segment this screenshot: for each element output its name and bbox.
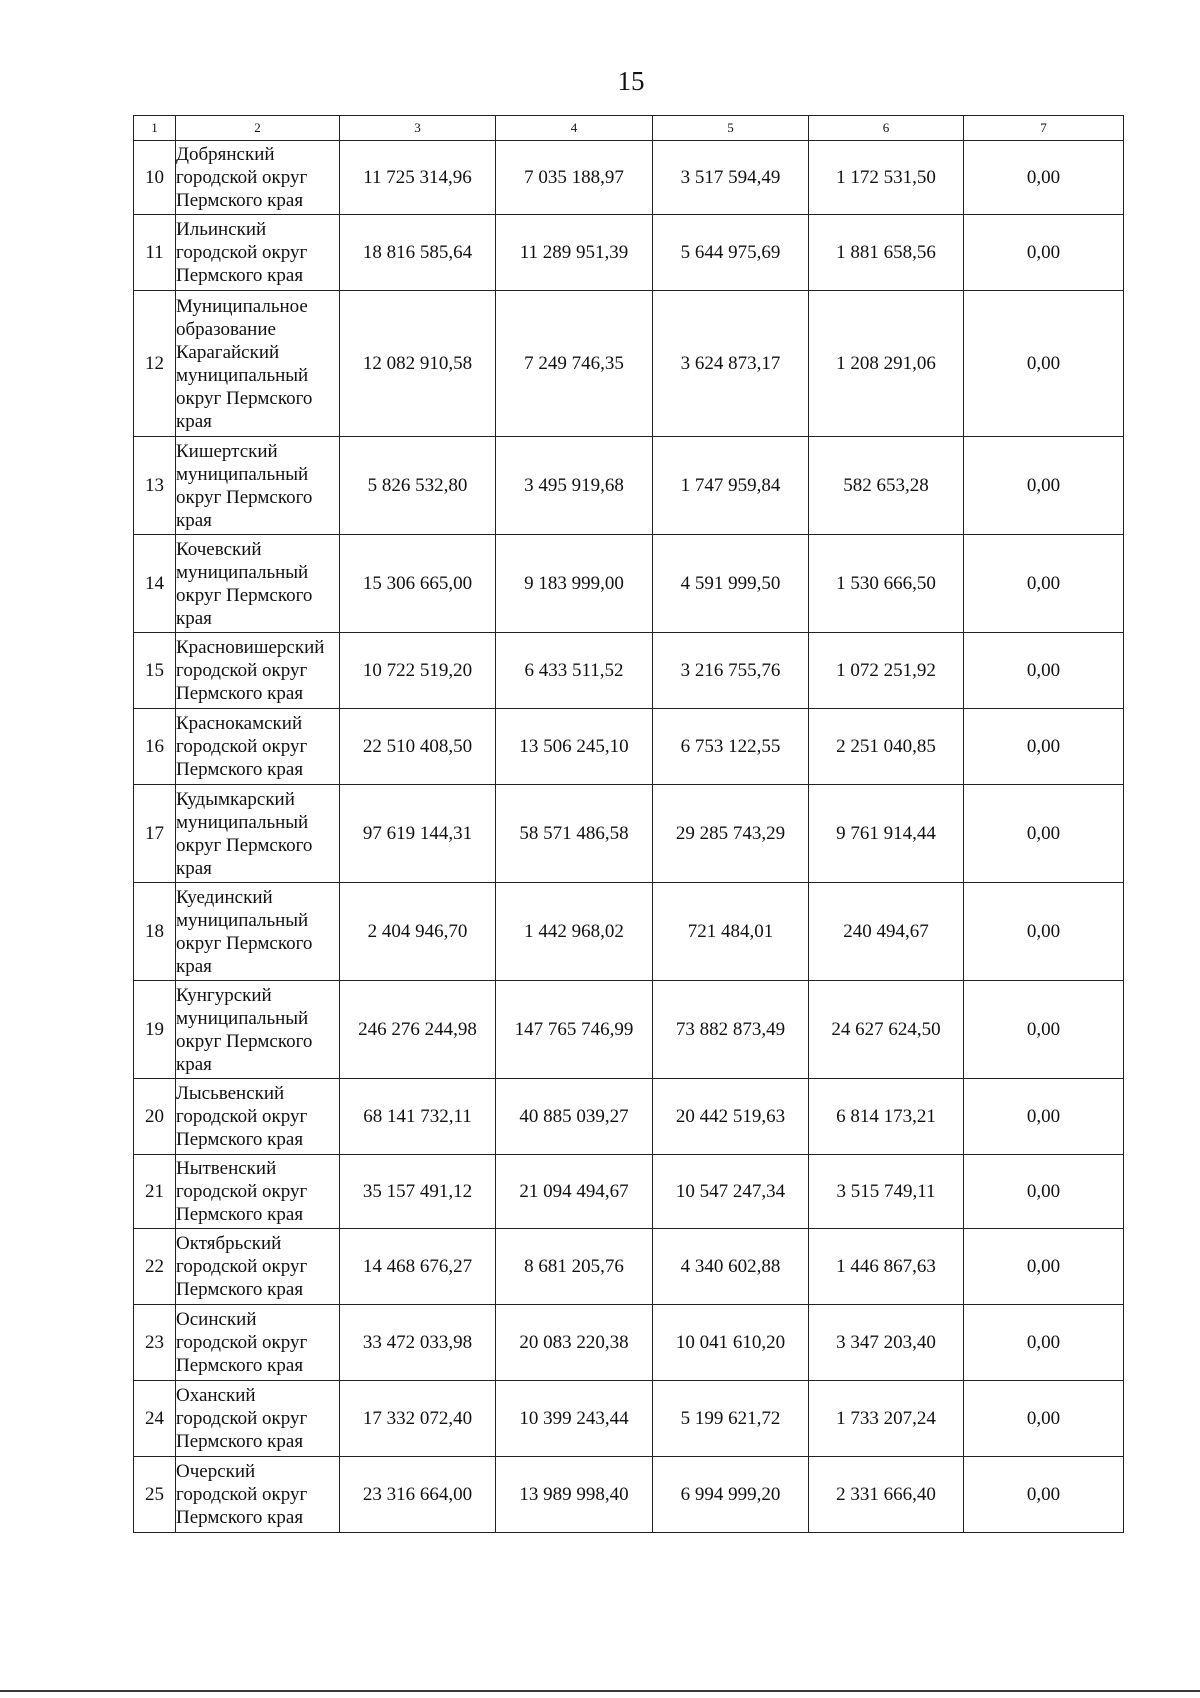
column-5-value: 20 442 519,63 bbox=[653, 1079, 809, 1155]
column-7-value: 0,00 bbox=[964, 1381, 1124, 1457]
municipality-name bbox=[176, 883, 340, 981]
municipality-name-line: Добрянский bbox=[176, 144, 275, 165]
column-4-value: 1 442 968,02 bbox=[496, 883, 653, 981]
municipality-name-line: Пермского края bbox=[176, 190, 304, 211]
municipality-name bbox=[176, 981, 340, 1079]
column-6-value: 582 653,28 bbox=[809, 437, 964, 535]
municipality-name-line: Кунгурский bbox=[176, 984, 272, 1006]
column-4-value: 13 989 998,40 bbox=[496, 1457, 653, 1533]
column-4-value: 40 885 039,27 bbox=[496, 1079, 653, 1155]
column-3-value: 97 619 144,31 bbox=[340, 785, 496, 883]
municipality-name-line: городской округ bbox=[176, 1484, 308, 1505]
column-number-header: 4 bbox=[496, 116, 653, 141]
page-number: 15 bbox=[617, 66, 645, 96]
municipality-name-line: Пермского края bbox=[176, 265, 304, 286]
municipality-name bbox=[176, 291, 340, 437]
municipality-name-line: Пермского края bbox=[176, 1507, 304, 1528]
municipality-name-line: городской округ bbox=[176, 736, 308, 757]
row-number: 17 bbox=[134, 785, 176, 883]
row-number: 13 bbox=[134, 437, 176, 535]
municipality-name-line: городской округ bbox=[176, 1106, 308, 1127]
row-number: 18 bbox=[134, 883, 176, 981]
column-6-value: 3 347 203,40 bbox=[809, 1305, 964, 1381]
column-6-value: 6 814 173,21 bbox=[809, 1079, 964, 1155]
row-number: 16 bbox=[134, 709, 176, 785]
municipality-name-line: Пермского края bbox=[176, 1279, 304, 1300]
column-4-value: 13 506 245,10 bbox=[496, 709, 653, 785]
municipality-name-line: края bbox=[176, 1053, 212, 1075]
municipality-name-line: Октябрьский bbox=[176, 1233, 282, 1254]
municipality-name-line: городской округ bbox=[176, 167, 308, 188]
table-row bbox=[134, 141, 1124, 215]
row-number: 20 bbox=[134, 1079, 176, 1155]
municipality-name bbox=[176, 1229, 340, 1305]
table-row bbox=[134, 785, 1124, 883]
municipality-name-line: муниципальный bbox=[176, 561, 309, 583]
column-5-value: 721 484,01 bbox=[653, 883, 809, 981]
municipality-name-line: Оханский bbox=[176, 1385, 256, 1406]
column-4-value: 7 249 746,35 bbox=[496, 291, 653, 437]
municipality-name-line: края bbox=[176, 509, 212, 531]
municipality-name-line: Куединский bbox=[176, 886, 273, 908]
column-number-header: 2 bbox=[176, 116, 340, 141]
municipality-name-line: Пермского края bbox=[176, 759, 304, 780]
row-number: 24 bbox=[134, 1381, 176, 1457]
municipality-name-line: городской округ bbox=[176, 1181, 308, 1202]
column-3-value: 33 472 033,98 bbox=[340, 1305, 496, 1381]
column-number-header: 7 bbox=[964, 116, 1124, 141]
municipality-name-line: Пермского края bbox=[176, 1431, 304, 1452]
municipality-name-line: округ Пермского bbox=[176, 834, 313, 856]
column-6-value: 1 733 207,24 bbox=[809, 1381, 964, 1457]
municipality-name-line: округ Пермского bbox=[176, 584, 313, 606]
table-row bbox=[134, 1079, 1124, 1155]
column-6-value: 9 761 914,44 bbox=[809, 785, 964, 883]
table-row bbox=[134, 291, 1124, 437]
column-4-value: 58 571 486,58 bbox=[496, 785, 653, 883]
column-6-value: 1 172 531,50 bbox=[809, 141, 964, 215]
column-5-value: 5 199 621,72 bbox=[653, 1381, 809, 1457]
column-3-value: 68 141 732,11 bbox=[340, 1079, 496, 1155]
municipality-name bbox=[176, 709, 340, 785]
column-6-value: 2 251 040,85 bbox=[809, 709, 964, 785]
column-5-value: 6 753 122,55 bbox=[653, 709, 809, 785]
municipality-name bbox=[176, 785, 340, 883]
table-row bbox=[134, 1457, 1124, 1533]
municipality-name bbox=[176, 437, 340, 535]
row-number: 21 bbox=[134, 1155, 176, 1229]
municipality-name-line: городской округ bbox=[176, 1408, 308, 1429]
municipality-name bbox=[176, 141, 340, 215]
municipality-name-line: Красновишерский bbox=[176, 637, 325, 658]
column-3-value: 10 722 519,20 bbox=[340, 633, 496, 709]
column-6-value: 3 515 749,11 bbox=[809, 1155, 964, 1229]
row-number: 25 bbox=[134, 1457, 176, 1533]
column-4-value: 7 035 188,97 bbox=[496, 141, 653, 215]
municipality-name bbox=[176, 1381, 340, 1457]
column-5-value: 3 624 873,17 bbox=[653, 291, 809, 437]
column-6-value: 1 072 251,92 bbox=[809, 633, 964, 709]
table-row bbox=[134, 709, 1124, 785]
column-3-value: 5 826 532,80 bbox=[340, 437, 496, 535]
column-7-value: 0,00 bbox=[964, 141, 1124, 215]
column-3-value: 11 725 314,96 bbox=[340, 141, 496, 215]
column-4-value: 147 765 746,99 bbox=[496, 981, 653, 1079]
municipality-name-line: края bbox=[176, 410, 212, 432]
municipality-name-line: городской округ bbox=[176, 242, 308, 263]
column-3-value: 15 306 665,00 bbox=[340, 535, 496, 633]
column-7-value: 0,00 bbox=[964, 1079, 1124, 1155]
municipality-name bbox=[176, 215, 340, 291]
column-7-value: 0,00 bbox=[964, 1457, 1124, 1533]
municipality-name-line: Пермского края bbox=[176, 1204, 304, 1225]
column-5-value: 1 747 959,84 bbox=[653, 437, 809, 535]
column-7-value: 0,00 bbox=[964, 1229, 1124, 1305]
column-7-value: 0,00 bbox=[964, 1155, 1124, 1229]
column-7-value: 0,00 bbox=[964, 215, 1124, 291]
column-3-value: 246 276 244,98 bbox=[340, 981, 496, 1079]
column-3-value: 35 157 491,12 bbox=[340, 1155, 496, 1229]
column-number-header: 3 bbox=[340, 116, 496, 141]
column-7-value: 0,00 bbox=[964, 291, 1124, 437]
column-7-value: 0,00 bbox=[964, 785, 1124, 883]
column-6-value: 2 331 666,40 bbox=[809, 1457, 964, 1533]
municipality-name-line: Осинский bbox=[176, 1309, 257, 1330]
municipality-name-line: Муниципальное bbox=[176, 295, 308, 317]
table-row bbox=[134, 633, 1124, 709]
municipality-name bbox=[176, 1305, 340, 1381]
municipality-name-line: муниципальный bbox=[176, 463, 309, 485]
municipality-name bbox=[176, 535, 340, 633]
municipality-name-line: городской округ bbox=[176, 1332, 308, 1353]
column-4-value: 21 094 494,67 bbox=[496, 1155, 653, 1229]
column-5-value: 3 517 594,49 bbox=[653, 141, 809, 215]
table-row bbox=[134, 981, 1124, 1079]
column-3-value: 14 468 676,27 bbox=[340, 1229, 496, 1305]
column-6-value: 240 494,67 bbox=[809, 883, 964, 981]
table-row bbox=[134, 1155, 1124, 1229]
column-5-value: 4 340 602,88 bbox=[653, 1229, 809, 1305]
table-row bbox=[134, 535, 1124, 633]
column-5-value: 10 547 247,34 bbox=[653, 1155, 809, 1229]
municipality-name-line: городской округ bbox=[176, 1256, 308, 1277]
row-number: 10 bbox=[134, 141, 176, 215]
column-6-value: 1 208 291,06 bbox=[809, 291, 964, 437]
column-7-value: 0,00 bbox=[964, 633, 1124, 709]
column-4-value: 10 399 243,44 bbox=[496, 1381, 653, 1457]
scan-edge-line bbox=[0, 1690, 1200, 1692]
municipality-name-line: Очерский bbox=[176, 1461, 256, 1482]
municipality-name-line: Лысьвенский bbox=[176, 1083, 285, 1104]
municipality-name-line: Краснокамский bbox=[176, 713, 303, 734]
municipality-name-line: края bbox=[176, 607, 212, 629]
municipality-name-line: Кочевский bbox=[176, 538, 262, 560]
column-7-value: 0,00 bbox=[964, 437, 1124, 535]
column-7-value: 0,00 bbox=[964, 535, 1124, 633]
table-body bbox=[134, 141, 1124, 1533]
municipality-name-line: Кудымкарский bbox=[176, 788, 295, 810]
column-7-value: 0,00 bbox=[964, 1305, 1124, 1381]
municipality-name-line: Пермского края bbox=[176, 1355, 304, 1376]
column-6-value: 1 530 666,50 bbox=[809, 535, 964, 633]
municipality-name-line: округ Пермского bbox=[176, 486, 313, 508]
column-4-value: 9 183 999,00 bbox=[496, 535, 653, 633]
municipality-name-line: Нытвенский bbox=[176, 1158, 277, 1179]
municipality-name-line: края bbox=[176, 955, 212, 977]
municipality-name-line: Кишертский bbox=[176, 440, 278, 462]
column-4-value: 8 681 205,76 bbox=[496, 1229, 653, 1305]
column-3-value: 17 332 072,40 bbox=[340, 1381, 496, 1457]
table-row bbox=[134, 1229, 1124, 1305]
column-6-value: 1 446 867,63 bbox=[809, 1229, 964, 1305]
row-number: 22 bbox=[134, 1229, 176, 1305]
municipality-name bbox=[176, 1457, 340, 1533]
municipality-name-line: Пермского края bbox=[176, 1129, 304, 1150]
municipality-name-line: округ Пермского bbox=[176, 387, 313, 409]
column-3-value: 22 510 408,50 bbox=[340, 709, 496, 785]
column-6-value: 24 627 624,50 bbox=[809, 981, 964, 1079]
municipality-name bbox=[176, 633, 340, 709]
column-5-value: 6 994 999,20 bbox=[653, 1457, 809, 1533]
column-5-value: 4 591 999,50 bbox=[653, 535, 809, 633]
column-7-value: 0,00 bbox=[964, 883, 1124, 981]
column-3-value: 18 816 585,64 bbox=[340, 215, 496, 291]
table-row bbox=[134, 1305, 1124, 1381]
municipality-name-line: муниципальный bbox=[176, 811, 309, 833]
table-row bbox=[134, 215, 1124, 291]
municipality-name-line: округ Пермского bbox=[176, 932, 313, 954]
column-number-header: 1 bbox=[134, 116, 176, 141]
column-3-value: 12 082 910,58 bbox=[340, 291, 496, 437]
column-5-value: 3 216 755,76 bbox=[653, 633, 809, 709]
municipality-name bbox=[176, 1155, 340, 1229]
column-3-value: 23 316 664,00 bbox=[340, 1457, 496, 1533]
municipality-name-line: Пермского края bbox=[176, 683, 304, 704]
table-row bbox=[134, 883, 1124, 981]
municipality-name-line: муниципальный bbox=[176, 909, 309, 931]
row-number: 12 bbox=[134, 291, 176, 437]
row-number: 11 bbox=[134, 215, 176, 291]
column-number-header: 5 bbox=[653, 116, 809, 141]
row-number: 23 bbox=[134, 1305, 176, 1381]
municipality-name-line: Карагайский bbox=[176, 341, 280, 363]
column-5-value: 5 644 975,69 bbox=[653, 215, 809, 291]
row-number: 19 bbox=[134, 981, 176, 1079]
column-5-value: 29 285 743,29 bbox=[653, 785, 809, 883]
table-row bbox=[134, 437, 1124, 535]
municipality-name-line: муниципальный bbox=[176, 364, 309, 386]
column-7-value: 0,00 bbox=[964, 981, 1124, 1079]
municipality-name-line: муниципальный bbox=[176, 1007, 309, 1029]
municipality-name-line: образование bbox=[176, 318, 276, 340]
municipality-name-line: городской округ bbox=[176, 660, 308, 681]
table-row bbox=[134, 1381, 1124, 1457]
column-4-value: 3 495 919,68 bbox=[496, 437, 653, 535]
column-3-value: 2 404 946,70 bbox=[340, 883, 496, 981]
column-5-value: 10 041 610,20 bbox=[653, 1305, 809, 1381]
column-4-value: 6 433 511,52 bbox=[496, 633, 653, 709]
column-number-header: 6 bbox=[809, 116, 964, 141]
column-7-value: 0,00 bbox=[964, 709, 1124, 785]
municipality-name-line: округ Пермского bbox=[176, 1030, 313, 1052]
column-4-value: 20 083 220,38 bbox=[496, 1305, 653, 1381]
column-5-value: 73 882 873,49 bbox=[653, 981, 809, 1079]
municipality-name-line: Ильинский bbox=[176, 219, 267, 240]
row-number: 14 bbox=[134, 535, 176, 633]
municipality-name bbox=[176, 1079, 340, 1155]
column-number-row bbox=[134, 116, 1124, 141]
column-6-value: 1 881 658,56 bbox=[809, 215, 964, 291]
municipality-name-line: края bbox=[176, 857, 212, 879]
column-4-value: 11 289 951,39 bbox=[496, 215, 653, 291]
allocation-table bbox=[133, 115, 1124, 1533]
row-number: 15 bbox=[134, 633, 176, 709]
